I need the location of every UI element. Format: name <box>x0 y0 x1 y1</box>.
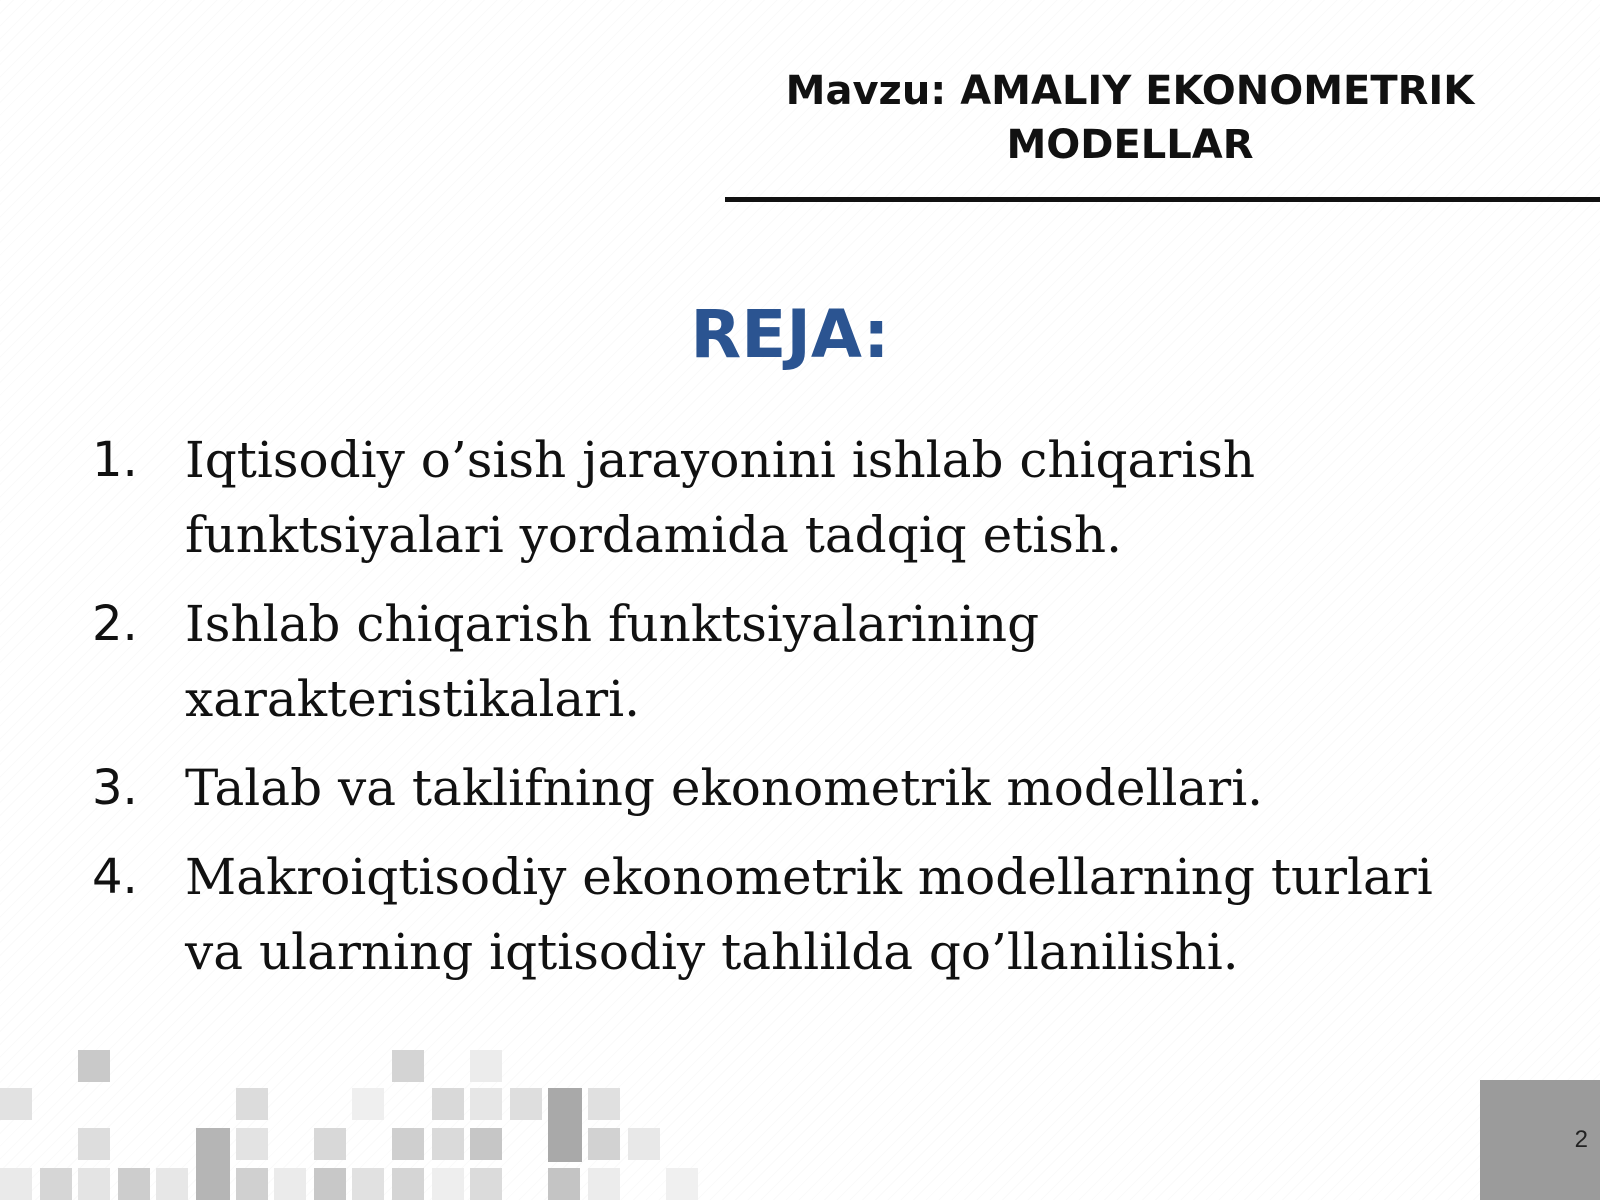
mosaic-tile <box>0 1088 32 1120</box>
mosaic-tile <box>352 1088 384 1120</box>
mosaic-tile <box>470 1128 502 1160</box>
mosaic-tile <box>510 1088 542 1120</box>
plan-item <box>92 587 1512 737</box>
topic-underline <box>725 197 1600 202</box>
mosaic-tile <box>470 1168 502 1200</box>
mosaic-tile <box>196 1128 230 1200</box>
mosaic-tile <box>548 1088 582 1162</box>
slide-topic: Mavzu: AMALIY EKONOMETRIK MODELLAR <box>785 68 1475 168</box>
decorative-pixel-mosaic <box>0 1040 720 1200</box>
mosaic-tile <box>236 1168 268 1200</box>
mosaic-tile <box>470 1088 502 1120</box>
mosaic-tile <box>392 1050 424 1082</box>
plan-item-text: Iqtisodiy o’sish jarayonini ishlab chiqarish funktsiyalari yordamida tadqiq etish. <box>185 431 1256 564</box>
plan-item-number: 3. <box>92 760 138 816</box>
plan-item-number: 1. <box>92 432 138 488</box>
mosaic-tile <box>236 1088 268 1120</box>
mosaic-tile <box>666 1168 698 1200</box>
mosaic-tile <box>118 1168 150 1200</box>
mosaic-tile <box>274 1168 306 1200</box>
plan-item-number: 2. <box>92 596 138 652</box>
mosaic-tile <box>314 1168 346 1200</box>
mosaic-tile <box>432 1168 464 1200</box>
mosaic-tile <box>236 1128 268 1160</box>
plan-item-text: Ishlab chiqarish funktsiyalarining xarakteristikalari. <box>185 595 1040 728</box>
mosaic-tile <box>588 1128 620 1160</box>
mosaic-tile <box>0 1168 32 1200</box>
page-number-box <box>1480 1080 1600 1200</box>
plan-item <box>92 423 1512 573</box>
mosaic-tile <box>548 1168 580 1200</box>
mosaic-tile <box>588 1168 620 1200</box>
plan-item-number: 4. <box>92 849 138 905</box>
mosaic-tile <box>314 1128 346 1160</box>
plan-item-text: Makroiqtisodiy ekonometrik modellarning turlari va ularning iqtisodiy tahlilda qo’llanilishi. <box>185 848 1433 981</box>
mosaic-tile <box>78 1168 110 1200</box>
mosaic-tile <box>588 1088 620 1120</box>
mosaic-tile <box>432 1128 464 1160</box>
mosaic-tile <box>352 1168 384 1200</box>
mosaic-tile <box>78 1128 110 1160</box>
plan-item-text: Talab va taklifning ekonometrik modellari. <box>185 759 1264 817</box>
mosaic-tile <box>156 1168 188 1200</box>
mosaic-tile <box>392 1168 424 1200</box>
plan-list <box>92 423 1512 1004</box>
slide-heading: REJA: <box>690 296 890 373</box>
mosaic-tile <box>78 1050 110 1082</box>
plan-item <box>92 751 1512 826</box>
plan-item <box>92 840 1512 990</box>
mosaic-tile <box>40 1168 72 1200</box>
mosaic-tile <box>470 1050 502 1082</box>
mosaic-tile <box>628 1128 660 1160</box>
mosaic-tile <box>432 1088 464 1120</box>
mosaic-tile <box>392 1128 424 1160</box>
page-number: 2 <box>1574 1126 1588 1153</box>
